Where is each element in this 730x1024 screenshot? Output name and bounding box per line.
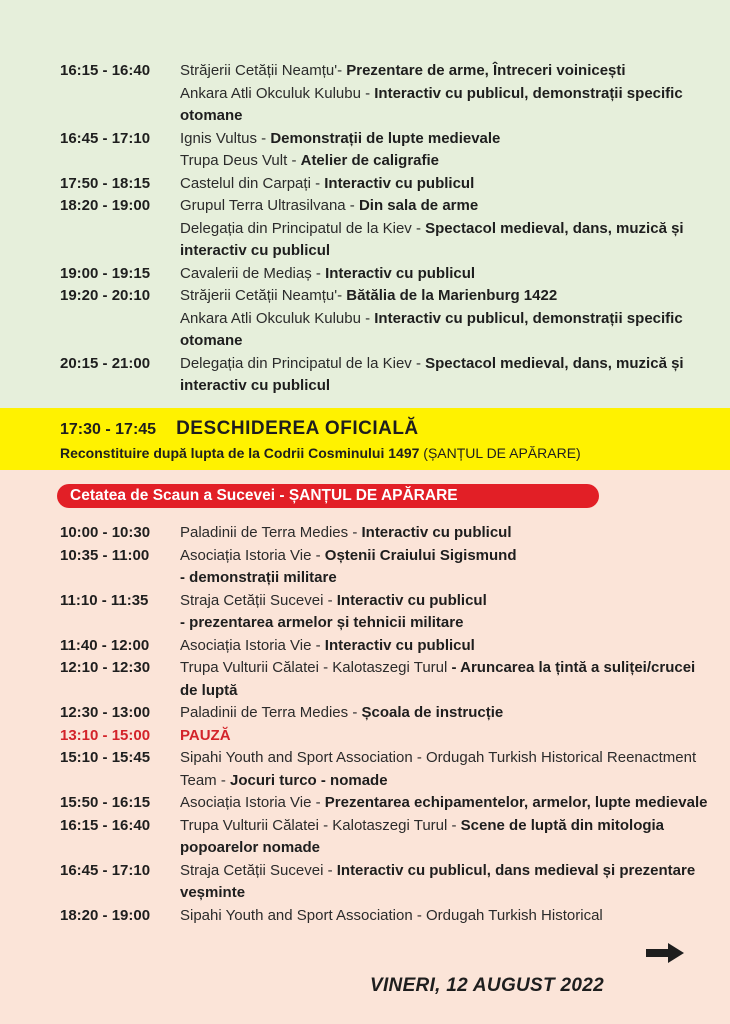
schedule-row bbox=[60, 83, 720, 128]
schedule-row bbox=[60, 218, 720, 263]
section-heading: Cetatea de Scaun a Sucevei - ȘANȚUL DE APĂRARE bbox=[57, 484, 599, 508]
schedule-description bbox=[180, 815, 715, 860]
schedule-description bbox=[180, 195, 715, 218]
activity-title: Interactiv cu publicul bbox=[325, 264, 476, 282]
schedule-time: 18:20 - 19:00 bbox=[60, 197, 151, 214]
activity-title: Interactiv cu publicul bbox=[361, 524, 512, 541]
schedule-description bbox=[180, 150, 715, 173]
schedule-time: 17:50 - 18:15 bbox=[60, 174, 151, 192]
schedule-description bbox=[180, 522, 715, 545]
opening-title: DESCHIDEREA OFICIALĂ bbox=[176, 418, 419, 439]
opening-subtitle-location: (ȘANȚUL DE APĂRARE) bbox=[423, 445, 581, 461]
schedule-description bbox=[180, 83, 715, 128]
activity-title: Prezentarea echipamentelor, armelor, lupte medievale bbox=[324, 794, 708, 811]
activity-title: Interactiv cu publicul, demonstrații specific otomane bbox=[180, 309, 683, 349]
schedule-time: 12:10 - 12:30 bbox=[60, 659, 151, 676]
activity-title: Atelier de caligrafie bbox=[300, 152, 440, 169]
schedule-description bbox=[180, 657, 715, 702]
schedule-row bbox=[60, 860, 720, 905]
schedule-time: 16:45 - 17:10 bbox=[60, 129, 151, 147]
activity-title: Interactiv cu publicul, demonstrații specific otomane bbox=[180, 84, 683, 124]
activity-title: Jocuri turco - nomade bbox=[230, 771, 388, 789]
schedule-time: 10:00 - 10:30 bbox=[60, 524, 151, 541]
opening-time: 17:30 - 17:45 bbox=[60, 421, 157, 438]
activity-title: Spectacol medieval, dans, muzică și interactiv cu publicul bbox=[180, 354, 684, 394]
group-name: Straja Cetății Sucevei - bbox=[180, 861, 337, 879]
schedule-description bbox=[180, 725, 715, 748]
schedule-row bbox=[60, 567, 720, 590]
group-name: Delegația din Principatul de la Kiev - bbox=[180, 219, 426, 237]
schedule-description bbox=[180, 285, 715, 308]
schedule-row bbox=[60, 815, 720, 860]
schedule-row bbox=[60, 60, 720, 83]
opening-line bbox=[60, 418, 419, 440]
group-name: Grupul Terra Ultrasilvana - bbox=[180, 197, 359, 214]
event-date: VINERI, 12 AUGUST 2022 bbox=[370, 975, 604, 996]
schedule-row bbox=[60, 150, 720, 173]
schedule-time: 16:15 - 16:40 bbox=[60, 816, 151, 834]
schedule-row bbox=[60, 522, 720, 545]
group-name: Cavalerii de Mediaș - bbox=[180, 264, 326, 282]
schedule-time: 20:15 - 21:00 bbox=[60, 354, 151, 372]
schedule-row bbox=[60, 702, 720, 725]
schedule-row bbox=[60, 792, 720, 815]
activity-title: Oștenii Craiului Sigismund bbox=[324, 546, 517, 564]
schedule-time: 15:50 - 16:15 bbox=[60, 794, 151, 811]
group-name: Paladinii de Terra Medies - bbox=[180, 704, 362, 721]
activity-title: PAUZĂ bbox=[180, 726, 231, 744]
schedule-time: 12:30 - 13:00 bbox=[60, 704, 151, 721]
activity-title: Interactiv cu publicul bbox=[324, 174, 475, 192]
schedule-row bbox=[60, 657, 720, 702]
group-name: Delegația din Principatul de la Kiev - bbox=[180, 354, 426, 372]
lower-schedule bbox=[60, 522, 720, 927]
schedule-row bbox=[60, 725, 720, 748]
schedule-description bbox=[180, 860, 715, 905]
activity-title: Interactiv cu publicul bbox=[324, 636, 475, 654]
activity-title: Spectacol medieval, dans, muzică și interactiv cu publicul bbox=[180, 219, 684, 259]
schedule-row bbox=[60, 285, 720, 308]
schedule-row bbox=[60, 612, 720, 635]
schedule-time: 13:10 - 15:00 bbox=[60, 726, 151, 744]
group-name: Trupa Vulturii Călatei - Kalotaszegi Turul - bbox=[180, 816, 461, 834]
schedule-description bbox=[180, 308, 715, 353]
group-name: Sipahi Youth and Sport Association - Ordugah Turkish Historical Reenactment Team - bbox=[180, 749, 697, 789]
group-name: Trupa Vulturii Călatei - Kalotaszegi Turul bbox=[180, 659, 452, 676]
schedule-time: 18:20 - 19:00 bbox=[60, 906, 151, 924]
activity-title: Bătălia de la Marienburg 1422 bbox=[346, 287, 558, 304]
group-name: Asociația Istoria Vie - bbox=[180, 636, 325, 654]
activity-title: Prezentare de arme, Întreceri voinicești bbox=[346, 62, 626, 79]
schedule-description bbox=[180, 905, 715, 928]
arrow-right-icon[interactable] bbox=[646, 943, 684, 963]
schedule-time: 19:20 - 20:10 bbox=[60, 287, 151, 304]
group-name: Străjerii Cetății Neamțu'- bbox=[180, 62, 347, 79]
schedule-row bbox=[60, 173, 720, 196]
schedule-description bbox=[180, 545, 715, 568]
group-name: Straja Cetății Sucevei - bbox=[180, 591, 337, 609]
group-name: Ignis Vultus - bbox=[180, 129, 271, 147]
upper-schedule bbox=[60, 60, 720, 398]
activity-title: - Aruncarea la țintă a suliței/crucei de luptă bbox=[180, 659, 696, 699]
schedule-description bbox=[180, 60, 715, 83]
schedule-row bbox=[60, 590, 720, 613]
group-name: Străjerii Cetății Neamțu'- bbox=[180, 287, 347, 304]
schedule-time: 16:15 - 16:40 bbox=[60, 62, 151, 79]
schedule-row bbox=[60, 263, 720, 286]
activity-title: Interactiv cu publicul, dans medieval și prezentare veșminte bbox=[180, 861, 696, 901]
group-name: Paladinii de Terra Medies - bbox=[180, 524, 362, 541]
schedule-description bbox=[180, 747, 715, 792]
schedule-description bbox=[180, 702, 715, 725]
activity-title: Școala de instrucție bbox=[361, 704, 504, 721]
schedule-time: 19:00 - 19:15 bbox=[60, 264, 151, 282]
schedule-description bbox=[180, 567, 715, 590]
activity-title: - demonstrații militare bbox=[180, 569, 337, 586]
schedule-time: 10:35 - 11:00 bbox=[60, 546, 150, 564]
group-name: Trupa Deus Vult - bbox=[180, 152, 301, 169]
schedule-description bbox=[180, 173, 715, 196]
schedule-row bbox=[60, 128, 720, 151]
activity-title: Interactiv cu publicul bbox=[336, 591, 487, 609]
schedule-row bbox=[60, 905, 720, 928]
activity-title: Scene de luptă din mitologia popoarelor nomade bbox=[180, 816, 665, 856]
group-name: Asociația Istoria Vie - bbox=[180, 794, 325, 811]
group-name: Asociația Istoria Vie - bbox=[180, 546, 325, 564]
activity-title: Din sala de arme bbox=[358, 197, 479, 214]
schedule-description bbox=[180, 612, 715, 635]
schedule-time: 11:10 - 11:35 bbox=[60, 591, 149, 609]
schedule-description bbox=[180, 128, 715, 151]
schedule-description bbox=[180, 263, 715, 286]
schedule-description bbox=[180, 218, 715, 263]
schedule-time: 16:45 - 17:10 bbox=[60, 861, 151, 879]
group-name: Sipahi Youth and Sport Association - Ordugah Turkish Historical bbox=[180, 906, 603, 924]
schedule-time: 11:40 - 12:00 bbox=[60, 636, 150, 654]
schedule-description bbox=[180, 353, 715, 398]
schedule-description bbox=[180, 792, 715, 815]
activity-title: Demonstrații de lupte medievale bbox=[270, 129, 501, 147]
schedule-row bbox=[60, 308, 720, 353]
schedule-time: 15:10 - 15:45 bbox=[60, 749, 151, 766]
schedule-description bbox=[180, 590, 715, 613]
group-name: Ankara Atli Okculuk Kulubu - bbox=[180, 309, 375, 327]
schedule-row bbox=[60, 195, 720, 218]
opening-subtitle bbox=[60, 445, 581, 461]
schedule-row bbox=[60, 353, 720, 398]
opening-subtitle-main: Reconstituire după lupta de la Codrii Cosminului 1497 bbox=[60, 445, 424, 461]
schedule-description bbox=[180, 635, 715, 658]
group-name: Ankara Atli Okculuk Kulubu - bbox=[180, 84, 375, 102]
schedule-row bbox=[60, 747, 720, 792]
activity-title: - prezentarea armelor și tehnicii militare bbox=[180, 614, 464, 631]
schedule-row bbox=[60, 635, 720, 658]
group-name: Castelul din Carpați - bbox=[180, 174, 325, 192]
schedule-row bbox=[60, 545, 720, 568]
